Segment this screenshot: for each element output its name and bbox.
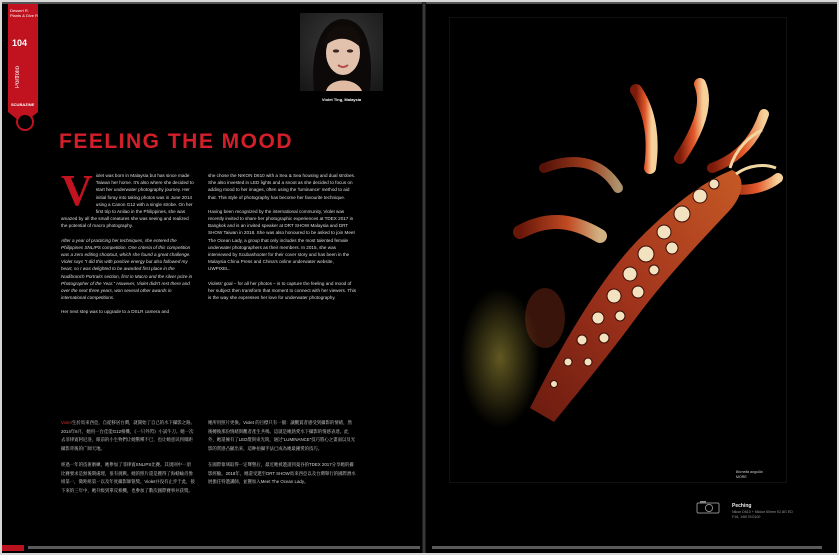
page-number: 104	[12, 38, 28, 48]
chinese-column-1	[61, 419, 195, 503]
portrait-image	[300, 13, 383, 91]
portrait-caption: Violet Ting, Malaysia	[321, 97, 362, 102]
chinese-column-2	[208, 419, 356, 495]
article-column-1	[61, 166, 195, 323]
nudibranch-image	[450, 18, 786, 482]
bottom-red-marker	[2, 545, 24, 551]
camera-specs	[732, 510, 802, 519]
tab-ring-icon	[16, 113, 34, 131]
drop-cap: V	[61, 166, 93, 215]
paragraph: Violet生於馬來西亞，自從移居台灣，就開始了自己的水下攝影之路。2014年6月，她用一台佳能G12相機，《一只外閃》小試牛刀。她一次去菲律賓阿尼洛，眼前的小生物們让她驚嘆不已，也让她意识到微距攝影背後的广阔天地。	[61, 420, 195, 451]
article-column-2	[208, 172, 356, 308]
paragraph: 她所用照片更換。Violet 的目標只有一個：讓觀賞者感受到攝影的情緒，然後轉換那份情緒與觀者產生共鳴。這就是她熱愛水下攝影的情感表達。此外，她還擁有了LED燈與束光筒，通过“LUMINANCE”技巧將心之畫面以及光影的質感凸顯出來，這种拍攝手法已成為她最鍾愛的技巧。	[208, 420, 356, 451]
paragraph: she chose the NIKON D610 with a Sea & Sea housing and dual strobes. She also invested in LED lights and a snoot as she decided to focus on adding mood to her images, often using the 'luminance' method to aid that. This style of photography has become her favourite technique.	[208, 173, 356, 200]
page-edge-top-left	[2, 2, 422, 4]
spread-gutter	[422, 2, 426, 553]
article-title: FEELING THE MOOD	[59, 130, 293, 153]
page-edge-top-right	[426, 2, 837, 4]
brand-label: SCUBAZINE	[11, 102, 35, 107]
species-caption	[736, 470, 763, 479]
camera-icon	[696, 500, 720, 514]
paragraph: 在國際領域取得一定聲譽后，最近她被邀請到曼谷的TDEX 2017分享她的攝影經驗。2018年，她還受邀至DRT SHOW馬來西亞以及台灣舉行的國際潛水展擔任特邀講師，並獲加入Meet The Ocean Lady。	[208, 462, 356, 484]
section-label: Portfolio	[15, 66, 21, 89]
page-edge-bottom-right	[432, 546, 822, 549]
page-edge-bottom-left	[28, 546, 420, 549]
paragraph: Violet was born in Malaysia but has since made Taiwan her home. It's also where she decided to start her underwater photography journey. Her initial foray into taking photos was in June 2014 using a Canon G12 with a single strobe. On her first trip to Anilao in the Philippines, she was amazed by all the small creatures she was seeing and realized the potential of macro photography.	[61, 166, 194, 229]
section-tab-body	[8, 4, 38, 112]
photo-location: Peching	[732, 503, 752, 509]
paragraph: 經過一年的技術磨練，她參加了菲律賓SNLIPS比賽。其規則中一項比賽要求是無後期處理，很有挑戰。她的照片還是獲得了海蛞蝓肖像組第一，微距組第一以及年度攝影師银獎。Violet并没有止步于此，接下來的三年中，她升级到單反相機，也參加了數次國際賽事并获獎。	[61, 462, 195, 493]
name-highlight: Violet	[61, 420, 72, 425]
species-sub: MORE	[736, 474, 747, 479]
paragraph: Having been recognized by the international community, Violet was recently invited to share her photographic experiences at TDEX 2017 in Bangkok and is an invited speaker at DRT SHOW Malaysia and DRT SHOW Taiwan in 2018. She was also honoured to be asked to join Meet The Ocean Lady, a group that only includes the most talented female underwater photographers as their members. In 2015, she was interviewed by Scubashooter for their cover story and has been in the Malaysia China Press and China's online underwater website, UWPIXEL.	[208, 208, 355, 272]
paragraph: Violets' goal – for all her photos – is to capture the feeling and mood of her subject then transform that moment to connect with her viewers. This is the way she expresses her love for underwater photography.	[208, 280, 357, 301]
nudibranch-photo	[449, 17, 787, 483]
magazine-spread	[2, 2, 837, 553]
camera-specs-line: F16, 1/60 ISO100	[732, 514, 761, 519]
species-name: Bornella anguilla	[736, 470, 763, 474]
paragraph: Her next step was to upgrade to a DSLR camera and	[61, 309, 170, 315]
author-portrait	[300, 13, 383, 91]
issue-label: Dessert R. Plants & Dive R	[10, 8, 39, 18]
paragraph: After a year of practicing her techniques, she entered the Philippines SNLIPS competition. One criteria of this competition was a zero editing shootout, which she found a great challenge. Violet says "I did this with positive energy but also followed my heart, so I was delighted to be awarded first place in the Nudibranch Portraits section, first in Macro and the silver prize in Photographer of the Year." However, Violet didn't rest there and over the next three years, won several other awards in international competitions.	[61, 237, 193, 301]
camera-specs-line: Nikon D610 + Nikkor 60mm f/2.8G ED	[732, 510, 793, 514]
section-tab	[8, 4, 38, 122]
